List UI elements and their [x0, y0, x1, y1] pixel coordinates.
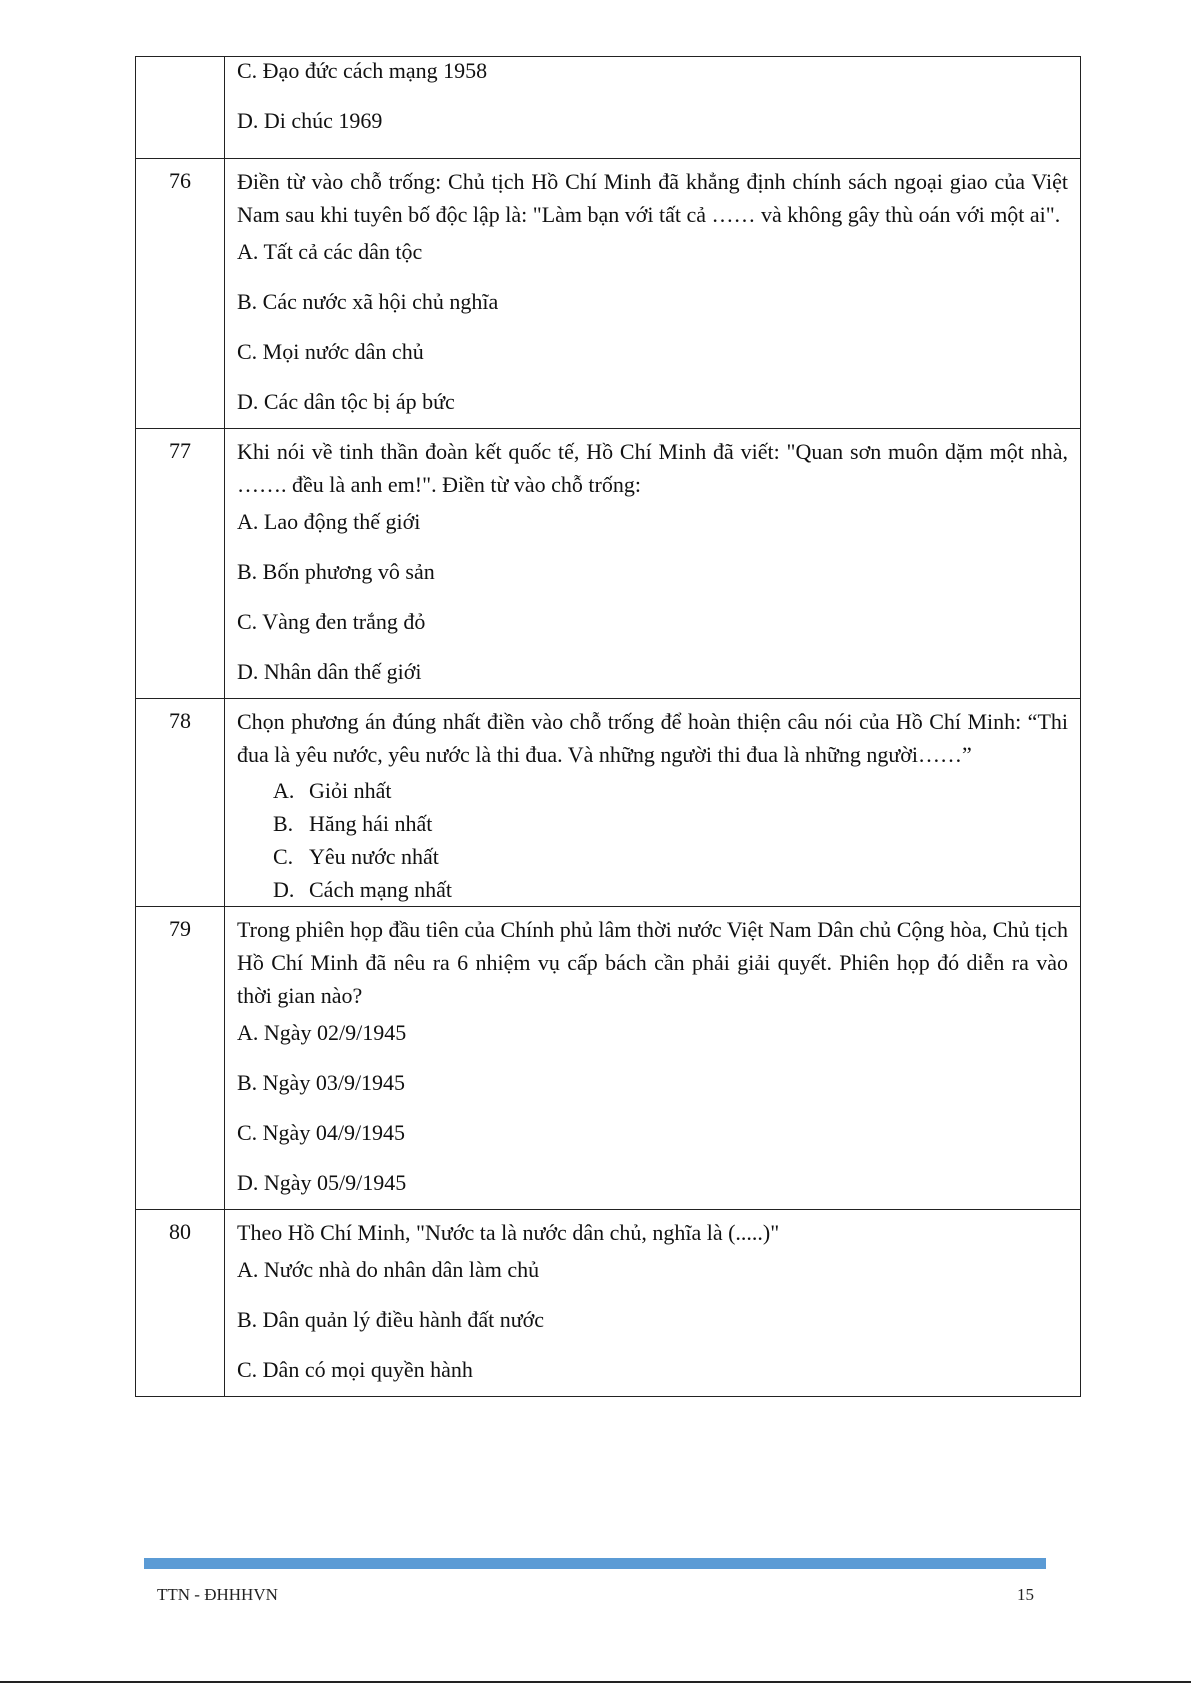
question-number [136, 57, 225, 159]
question-row-77 [136, 429, 1081, 699]
question-number: 77 [136, 429, 225, 699]
answer-option: C. Ngày 04/9/1945 [237, 1120, 406, 1145]
question-row-continued [136, 57, 1081, 159]
question-stem: Theo Hồ Chí Minh, "Nước ta là nước dân chủ, nghĩa là (.....)" [237, 1220, 780, 1245]
answer-option: D. Ngày 05/9/1945 [237, 1170, 407, 1195]
question-number: 76 [136, 159, 225, 429]
answer-option: B. Các nước xã hội chủ nghĩa [237, 289, 499, 314]
question-stem: Điền từ vào chỗ trống: Chủ tịch Hồ Chí Minh đã khẳng định chính sách ngoại giao của Việt Nam sau khi tuyên bố độc lập là: "Làm bạn với tất cả …… và không gây thù oán với một ai". [237, 169, 1068, 227]
answer-option [273, 845, 1068, 869]
question-number: 79 [136, 907, 225, 1210]
questions-table [135, 56, 1081, 1397]
question-row-79 [136, 907, 1081, 1210]
footer-divider-bar [144, 1558, 1046, 1569]
answer-option: D. Các dân tộc bị áp bức [237, 389, 455, 414]
question-body [225, 699, 1081, 907]
question-body [225, 159, 1081, 429]
answer-letter: B. [273, 811, 294, 836]
footer-label: TTN - ĐHHHVN [157, 1585, 278, 1604]
answer-letter: C. [273, 844, 294, 869]
question-row-78 [136, 699, 1081, 907]
answer-option: D. Nhân dân thế giới [237, 659, 422, 684]
answer-text: Giỏi nhất [309, 778, 392, 803]
page-bottom-rule [0, 1681, 1191, 1683]
question-stem: Khi nói về tinh thần đoàn kết quốc tế, Hồ Chí Minh đã viết: "Quan sơn muôn dặm một nhà, ……. đều là anh em!". Điền từ vào chỗ trống: [237, 439, 1068, 497]
answer-text: Hăng hái nhất [309, 811, 433, 836]
answer-text: Yêu nước nhất [309, 844, 439, 869]
question-number: 78 [136, 699, 225, 907]
answer-letter: D. [273, 877, 295, 902]
answer-option: A. Nước nhà do nhân dân làm chủ [237, 1257, 540, 1282]
answer-letter: A. [273, 778, 295, 803]
answer-option: B. Bốn phương vô sản [237, 559, 435, 584]
answer-option [273, 779, 1068, 803]
answer-option: C. Vàng đen trắng đỏ [237, 609, 426, 634]
answer-option: A. Lao động thế giới [237, 509, 421, 534]
answer-option: C. Đạo đức cách mạng 1958 [237, 58, 488, 83]
question-body [225, 429, 1081, 699]
question-body [225, 907, 1081, 1210]
answer-list [237, 779, 1068, 902]
question-row-76 [136, 159, 1081, 429]
answer-option: A. Ngày 02/9/1945 [237, 1020, 407, 1045]
answer-option: B. Dân quản lý điều hành đất nước [237, 1307, 545, 1332]
question-number: 80 [136, 1210, 225, 1397]
answer-option: C. Mọi nước dân chủ [237, 339, 424, 364]
answer-option: B. Ngày 03/9/1945 [237, 1070, 406, 1095]
question-body [225, 57, 1081, 159]
answer-option: A. Tất cả các dân tộc [237, 239, 423, 264]
question-stem: Chọn phương án đúng nhất điền vào chỗ trống để hoàn thiện câu nói của Hồ Chí Minh: “Thi đua là yêu nước, yêu nước là thi đua. Và những người thi đua là những người……” [237, 709, 1068, 767]
answer-option: D. Di chúc 1969 [237, 108, 383, 133]
question-stem: Trong phiên họp đầu tiên của Chính phủ lâm thời nước Việt Nam Dân chủ Cộng hòa, Chủ tịch Hồ Chí Minh đã nêu ra 6 nhiệm vụ cấp bách cần phải giải quyết. Phiên họp đó diễn ra vào thời gian nào? [237, 917, 1068, 1008]
answer-option [273, 878, 1068, 902]
question-row-80 [136, 1210, 1081, 1397]
question-body [225, 1210, 1081, 1397]
answer-option: C. Dân có mọi quyền hành [237, 1357, 473, 1382]
answer-option [273, 812, 1068, 836]
answer-text: Cách mạng nhất [309, 877, 452, 902]
page-number: 15 [1017, 1585, 1034, 1604]
